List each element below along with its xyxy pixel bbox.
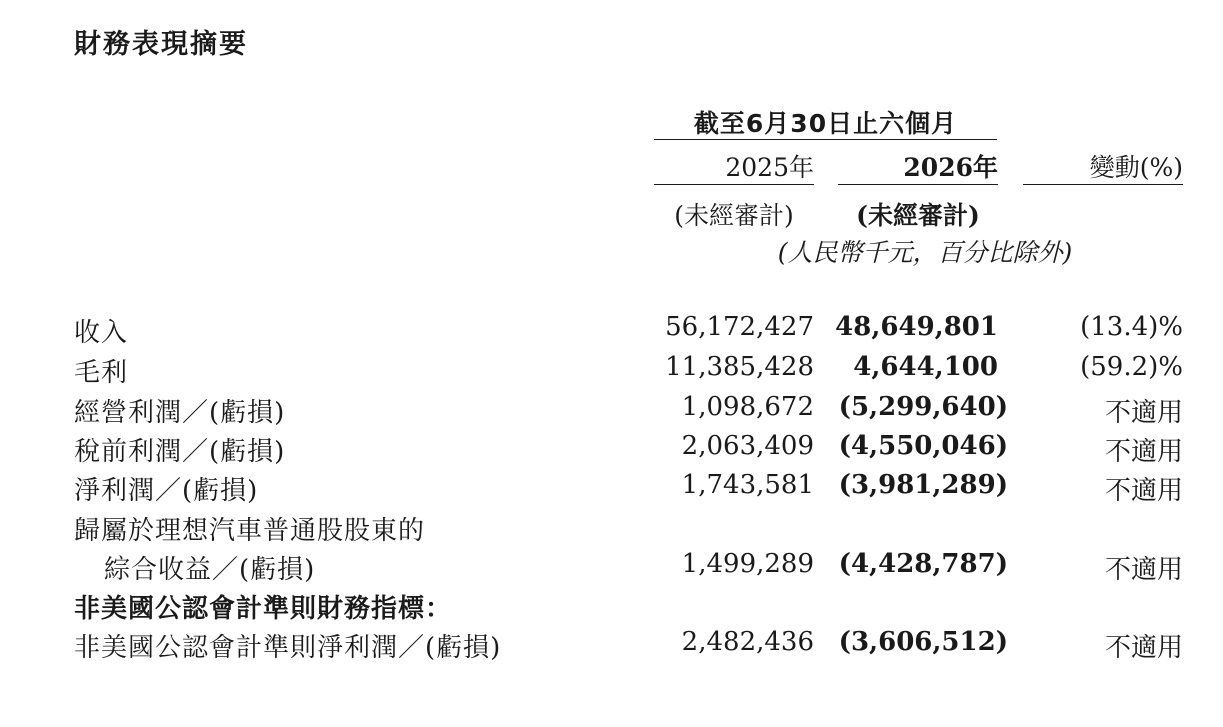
period-header: 截至6月30日止六個月 xyxy=(693,109,958,138)
row-label: 經營利潤／(虧損) xyxy=(74,398,286,428)
column-header-2026: 2026年 xyxy=(903,153,998,182)
value-change: 不適用 xyxy=(1104,476,1183,506)
row-label: 毛利 xyxy=(74,358,129,388)
table-row-comprehensive-income xyxy=(0,549,1223,589)
value-2025: 2,482,436 xyxy=(681,627,814,657)
table-row-non-gaap-heading xyxy=(0,588,1223,628)
value-change: (13.4)% xyxy=(1080,312,1183,342)
value-2026: (3,606,512) xyxy=(838,627,1008,657)
table-row-revenue xyxy=(0,312,1223,352)
period-divider xyxy=(654,139,997,140)
value-2025: 11,385,428 xyxy=(665,352,814,382)
unit-note: (人民幣千元，百分比除外) xyxy=(777,238,1073,267)
row-label: 非美國公認會計準則淨利潤／(虧損) xyxy=(74,633,502,663)
column-divider-2025 xyxy=(654,184,814,185)
column-header-2025: 2025年 xyxy=(725,153,814,182)
value-2026: 48,649,801 xyxy=(835,312,998,342)
row-label: 收入 xyxy=(74,318,129,348)
audit-note-2025: (未經審計) xyxy=(674,201,794,230)
section-heading: 非美國公認會計準則財務指標： xyxy=(74,594,453,624)
value-2025: 1,499,289 xyxy=(681,549,814,579)
column-divider-change xyxy=(1023,184,1183,185)
row-label: 綜合收益／(虧損) xyxy=(104,555,316,585)
value-change: (59.2)% xyxy=(1080,352,1183,382)
value-2026: 4,644,100 xyxy=(853,352,998,382)
audit-note-2026: (未經審計) xyxy=(856,201,980,230)
value-2025: 1,098,672 xyxy=(681,392,814,422)
column-divider-2026 xyxy=(838,184,998,185)
value-2025: 1,743,581 xyxy=(681,470,814,500)
page-title: 財務表現摘要 xyxy=(74,29,248,60)
table-row-attributable-heading xyxy=(0,510,1223,550)
value-2026: (5,299,640) xyxy=(838,392,1008,422)
row-label: 歸屬於理想汽車普通股股東的 xyxy=(74,516,426,546)
table-row-pretax-profit xyxy=(0,431,1223,471)
table-row-net-profit xyxy=(0,470,1223,510)
table-row-gross-profit xyxy=(0,352,1223,392)
value-2026: (3,981,289) xyxy=(838,470,1008,500)
value-2025: 2,063,409 xyxy=(681,431,814,461)
row-label: 稅前利潤／(虧損) xyxy=(74,437,286,467)
value-change: 不適用 xyxy=(1104,398,1183,428)
value-change: 不適用 xyxy=(1104,555,1183,585)
table-row-non-gaap-net-profit xyxy=(0,627,1223,667)
value-change: 不適用 xyxy=(1104,633,1183,663)
table-row-operating-profit xyxy=(0,392,1223,432)
column-header-change: 變動(%) xyxy=(1089,153,1183,182)
value-change: 不適用 xyxy=(1104,437,1183,467)
value-2025: 56,172,427 xyxy=(665,312,814,342)
value-2026: (4,550,046) xyxy=(838,431,1008,461)
value-2026: (4,428,787) xyxy=(838,549,1008,579)
row-label: 淨利潤／(虧損) xyxy=(74,476,259,506)
